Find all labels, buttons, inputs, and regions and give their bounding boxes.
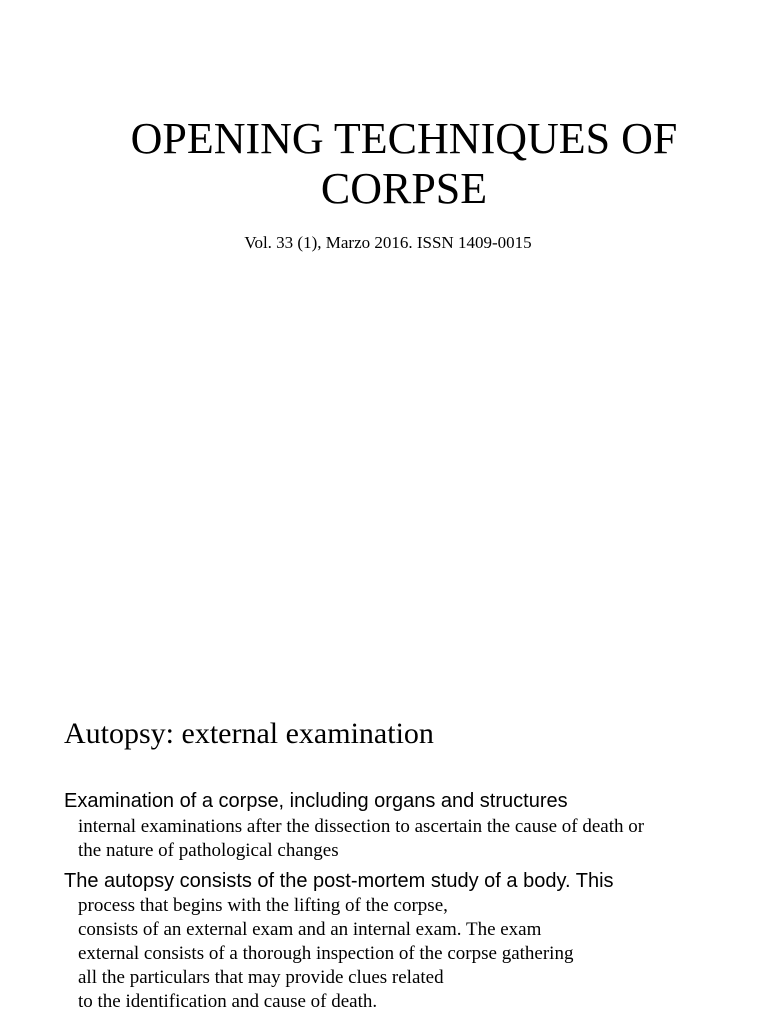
title-line-2: CORPSE xyxy=(320,164,488,213)
title-line-1: OPENING TECHNIQUES OF xyxy=(130,114,678,163)
paragraph-1-line: internal examinations after the dissection to ascertain the cause of death or xyxy=(78,816,645,837)
paragraph-1-line: the nature of pathological changes xyxy=(78,840,339,861)
document-title xyxy=(0,114,768,214)
paragraph-2-line: consists of an external exam and an internal exam. The exam xyxy=(78,919,542,940)
publication-info: Vol. 33 (1), Marzo 2016. ISSN 1409-0015 xyxy=(244,233,532,252)
paragraph-1-lead: Examination of a corpse, including organs and structures xyxy=(64,790,568,812)
paragraph-2-line: external consists of a thorough inspection of the corpse gathering xyxy=(78,943,574,964)
paragraph-2-lead: The autopsy consists of the post-mortem study of a body. This xyxy=(64,870,614,892)
section-heading: Autopsy: external examination xyxy=(64,717,434,750)
paragraph-2-line: all the particulars that may provide clues related xyxy=(78,967,444,988)
paragraph-2-line: to the identification and cause of death. xyxy=(78,991,378,1012)
paragraph-2-line: process that begins with the lifting of the corpse, xyxy=(78,895,448,916)
